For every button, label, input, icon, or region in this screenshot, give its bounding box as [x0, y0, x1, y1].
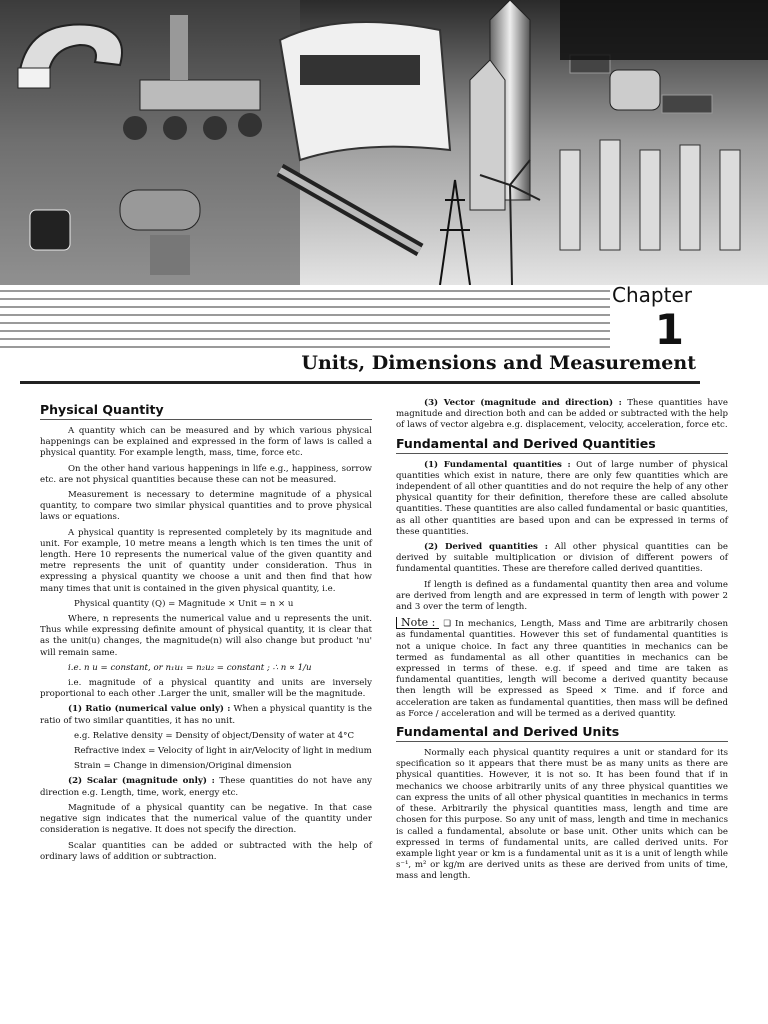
chapter-banner-image [0, 0, 768, 285]
title-rule [20, 381, 700, 384]
paragraph: On the other hand various happenings in life e.g., happiness, sorrow etc. are not physical quantities because these can not be measured. [40, 463, 372, 485]
fundamental-label: (1) Fundamental quantities : [424, 459, 571, 470]
paragraph: A physical quantity is represented completely by its magnitude and unit. For example, 10 metre means a length which is ten times the unit of length. Here 10 represents the numerical value of the given quantity and metre represents the unit of quantity under consideration. Thus in expressing a physical quantity we choose a unit and then find that how many times that unit is contained in the given physical quantity, i.e. [40, 527, 372, 594]
example-strain: Strain = Change in dimension/Original dimension [74, 761, 292, 772]
scalar-paragraph [40, 776, 372, 798]
right-column [396, 398, 728, 887]
fundamental-text: Out of large number of physical quantities which exist in nature, there are only few quantities which are independent of all other quantities and do not require the help of any other physical quantity for their definition, therefore these are called absolute quantities. These quantities are also called fundamental or basic quantities, as all other quantities are based upon and can be expressed in terms of these quantities. [396, 459, 728, 537]
ratio-paragraph [40, 704, 372, 726]
paragraph: Magnitude of a physical quantity can be negative. In that case negative sign indicates that the numerical value of the quantity under consideration is negative. It does not specify the direction. [40, 802, 372, 836]
example-refractive-index: Refractive index = Velocity of light in air/Velocity of light in medium [74, 746, 372, 757]
paragraph: Scalar quantities can be added or subtracted with the help of ordinary laws of addition or subtraction. [40, 840, 372, 862]
paragraph: Normally each physical quantity requires a unit or standard for its specification so it appears that there must be as many units as there are physical quantities. However, it is not so. It has been found that if in mechanics we choose arbitrarily units of any three physical quantities we can express the units of all other physical quantities in mechanics in terms of these. Arbitrarily the physical quantities mass, length and time are chosen for this purpose. So any unit of mass, length and time in mechanics is called a fundamental, absolute or base unit. Other units which can be expressed in terms of fundamental units, are called derived units. For example light year or km is a fundamental unit as it is a unit of length while s⁻¹, m² or kg/m are derived units as these are derived from units of time, mass and length. [396, 748, 728, 882]
derived-paragraph [396, 542, 728, 576]
paragraph: A quantity which can be measured and by which various physical happenings can be explained and expressed in the form of laws is called a physical quantity. For example length, mass, time, force etc. [40, 426, 372, 459]
note-label: Note : [396, 617, 439, 629]
paragraph: Measurement is necessary to determine magnitude of a physical quantity, to compare two similar physical quantities and to prove physical laws or equations. [40, 490, 372, 523]
note-paragraph [396, 617, 728, 720]
paragraph: If length is defined as a fundamental quantity then area and volume are derived from length and are expressed in term of length with power 2 and 3 over the term of length. [396, 579, 728, 613]
section-heading-fundamental-derived-quantities: Fundamental and Derived Quantities [396, 436, 728, 454]
chapter-number: 1 [654, 305, 684, 354]
section-heading-fundamental-derived-units: Fundamental and Derived Units [396, 724, 728, 742]
header-decorative-stripes [0, 290, 610, 360]
vector-paragraph [396, 398, 728, 432]
chapter-title: Units, Dimensions and Measurement [301, 352, 696, 374]
ratio-text: When a physical quantity is the ratio of two similar quantities, it has no unit. [40, 704, 372, 726]
ratio-label: (1) Ratio (numerical value only) : [68, 704, 231, 715]
scalar-label: (2) Scalar (magnitude only) : [68, 776, 215, 787]
example-relative-density: e.g. Relative density = Density of object/Density of water at 4°C [74, 730, 355, 741]
note-text: ❑ In mechanics, Length, Mass and Time are arbitrarily chosen as fundamental quantities. However this set of fundamental quantities is not a unique choice. In fact any three quantities in mechanics can be termed as fundamental as all other quantities in mechanics can be expressed in terms of these. e.g. if speed and time are taken as fundamental quantities, length will become a derived quantity because then length will be expressed as Speed × Time. and if force and acceleration are taken as fundamental quantities, then mass will be defined as Force / acceleration and will be termed as a derived quantity. [396, 619, 728, 719]
derived-label: (2) Derived quantities : [424, 542, 548, 553]
derived-text: All other physical quantities can be derived by suitable multiplication or division of different powers of fundamental quantities. These are therefore called derived quantities. [396, 542, 728, 575]
section-heading-physical-quantity: Physical Quantity [40, 402, 372, 420]
paragraph: Where, n represents the numerical value and u represents the unit. Thus while expressing definite amount of physical quantity, it is clear that as the unit(u) changes, the magnitude(n) will also change but product 'nu' will remain same. [40, 614, 372, 658]
fundamental-paragraph [396, 460, 728, 538]
chapter-label: Chapter [612, 283, 692, 307]
vector-label: (3) Vector (magnitude and direction) : [424, 398, 622, 408]
scalar-text: These quantities do not have any direction e.g. Length, time, work, energy etc. [40, 776, 372, 798]
left-column [40, 398, 372, 867]
vector-text: These quantities have magnitude and direction both and can be added or subtracted with the help of laws of vector algebra e.g. displacement, velocity, acceleration, force etc. [396, 398, 728, 431]
equation-inverse-proportion: i.e. n u = constant, or n₁u₁ = n₂u₂ = constant ; ∴ n ∝ 1/u [68, 662, 312, 673]
paragraph: i.e. magnitude of a physical quantity and units are inversely proportional to each other .Larger the unit, smaller will be the magnitude. [40, 678, 372, 700]
equation-physical-quantity: Physical quantity (Q) = Magnitude × Unit = n × u [74, 598, 294, 609]
